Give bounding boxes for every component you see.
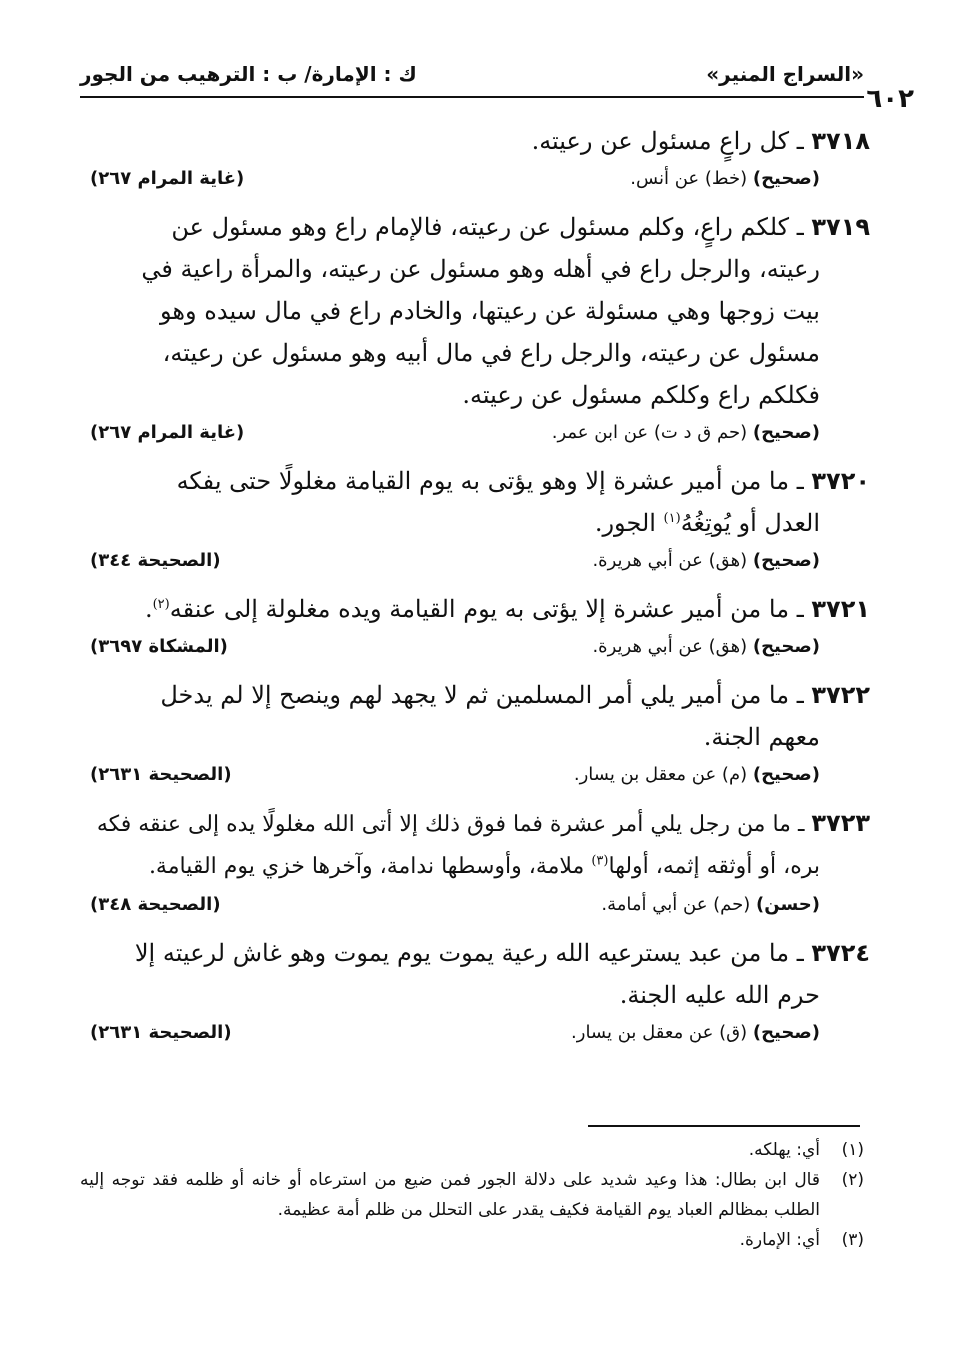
footnote-number: (٢) bbox=[841, 1170, 864, 1190]
hadith-text bbox=[80, 802, 870, 888]
hadith-text bbox=[80, 588, 870, 630]
footnote-text: أي: الإمارة. bbox=[739, 1230, 820, 1250]
footnote bbox=[80, 1165, 864, 1225]
source-line bbox=[80, 630, 870, 670]
hadith-grade: (صحيح) bbox=[752, 550, 820, 571]
hadith-grade: (صحيح) bbox=[752, 1022, 820, 1043]
hadith-text bbox=[80, 120, 870, 162]
hadith-reference: (غاية المرام ٢٦٧) bbox=[90, 422, 245, 443]
dash: ـ bbox=[796, 467, 804, 495]
hadith-text bbox=[80, 674, 870, 758]
footnote-number: (٣) bbox=[841, 1230, 864, 1250]
hadith-entry bbox=[80, 802, 870, 928]
hadith-source: (هق) عن أبي هريرة. bbox=[592, 636, 748, 657]
hadith-line: ما من أمير يلي أمر المسلمين ثم لا يجهد لهم وينصح إلا لم يدخل bbox=[160, 681, 790, 709]
hadith-line: ما من رجل يلي أمر عشرة فما فوق ذلك إلا أتى الله مغلولًا يده إلى عنقه فكه bbox=[96, 812, 791, 837]
dash: ـ bbox=[797, 812, 805, 837]
hadith-grade: (صحيح) bbox=[752, 168, 820, 189]
running-title-chapter: ك : الإمارة/ ب : الترهيب من الجور bbox=[80, 62, 417, 86]
footnote-text: قال ابن بطال: هذا وعيد شديد على دلالة الجور فمن ضيع من استرعاه أو خانه أو ظلمه فقد توجه إليه الطلب بمظالم العباد يوم القيامة فكيف يقدر على التحلل من ظلم أمة عظيمة. bbox=[80, 1170, 820, 1220]
hadith-source: (ق) عن معقل بن يسار. bbox=[571, 1022, 748, 1043]
hadith-number: ٣٧٢٠ bbox=[811, 467, 870, 495]
hadith-line: ما من أمير عشرة إلا وهو يؤتى به يوم القيامة مغلولًا حتى يفكه bbox=[176, 467, 790, 495]
hadith-number: ٣٧٢٣ bbox=[811, 809, 870, 837]
header-divider bbox=[80, 96, 864, 98]
hadith-entry bbox=[80, 932, 870, 1056]
hadith-grade: (حسن) bbox=[756, 894, 820, 915]
hadith-grade: (صحيح) bbox=[752, 636, 820, 657]
hadith-line: معهم الجنة. bbox=[703, 723, 820, 751]
hadith-source: (حم) عن أبي أمامة. bbox=[601, 894, 751, 915]
footnote-divider bbox=[588, 1125, 860, 1127]
footnote-text: أي: يهلكه. bbox=[748, 1140, 820, 1160]
footnote bbox=[80, 1225, 864, 1255]
source-line bbox=[80, 162, 870, 202]
hadith-line: ما من عبد يسترعيه الله رعية يموت يوم يموت وهو غاش لرعيته إلا bbox=[134, 939, 790, 967]
hadith-line: رعيته، والرجل راع في أهله وهو مسئول عن رعيته، والمرأة راعية في bbox=[141, 255, 820, 283]
hadith-line: بيت زوجها وهي مسئولة عن رعيتها، والخادم راع في مال سيده وهو bbox=[160, 297, 820, 325]
footnote-marker: (٢) bbox=[152, 597, 170, 612]
hadith-line: الجور. bbox=[594, 509, 664, 537]
dash: ـ bbox=[796, 939, 804, 967]
hadith-entry bbox=[80, 206, 870, 456]
footnote bbox=[80, 1135, 864, 1165]
hadith-line: كل راعٍ مسئول عن رعيته. bbox=[531, 127, 790, 155]
hadith-line: فكلكم راع وكلكم مسئول عن رعيته. bbox=[462, 381, 820, 409]
page-header bbox=[80, 62, 914, 114]
hadith-line: مسئول عن رعيته، والرجل راع في مال أبيه وهو مسئول عن رعيته، bbox=[162, 339, 820, 367]
hadith-text bbox=[80, 206, 870, 416]
hadith-line: كلكم راعٍ، وكلم مسئول عن رعيته، فالإمام راع وهو مسئول عن bbox=[171, 213, 790, 241]
hadith-line: بره، أو أوثقه إثمه، أولها bbox=[608, 854, 820, 879]
hadith-entry bbox=[80, 588, 870, 670]
dash: ـ bbox=[796, 213, 804, 241]
source-line bbox=[80, 1016, 870, 1056]
hadith-number: ٣٧١٩ bbox=[811, 213, 870, 241]
hadith-number: ٣٧٢١ bbox=[811, 595, 870, 623]
footnote-number: (١) bbox=[841, 1140, 864, 1160]
hadith-number: ٣٧٢٢ bbox=[811, 681, 870, 709]
hadith-text bbox=[80, 932, 870, 1016]
hadith-line: ما من أمير عشرة إلا يؤتى به يوم القيامة ويده مغلولة إلى عنقه bbox=[169, 595, 790, 623]
hadith-entry bbox=[80, 460, 870, 584]
hadith-grade: (صحيح) bbox=[752, 764, 820, 785]
footnotes bbox=[80, 1135, 864, 1255]
source-line bbox=[80, 544, 870, 584]
hadith-line: . bbox=[144, 595, 153, 623]
dash: ـ bbox=[796, 127, 804, 155]
hadith-reference: (الصحيحة ٣٤٤) bbox=[90, 550, 221, 571]
hadith-line: العدل أو يُوتِغُهُ bbox=[680, 509, 820, 537]
hadith-number: ٣٧٢٤ bbox=[811, 939, 870, 967]
footnote-marker: (١) bbox=[663, 511, 681, 526]
dash: ـ bbox=[796, 595, 804, 623]
hadith-reference: (الصحيحة ٣٤٨) bbox=[90, 894, 221, 915]
hadith-reference: (الصحيحة ٢٦٣١) bbox=[90, 764, 232, 785]
footnote-marker: (٣) bbox=[591, 853, 609, 869]
source-line bbox=[80, 758, 870, 798]
hadith-entry bbox=[80, 120, 870, 202]
source-line bbox=[80, 416, 870, 456]
hadith-number: ٣٧١٨ bbox=[811, 127, 870, 155]
hadith-line: ملامة، وأوسطها ندامة، وآخرها خزي يوم القيامة. bbox=[148, 854, 592, 879]
hadith-text bbox=[80, 460, 870, 544]
hadith-source: (م) عن معقل بن يسار. bbox=[573, 764, 748, 785]
hadith-source: (هق) عن أبي هريرة. bbox=[592, 550, 748, 571]
hadith-grade: (صحيح) bbox=[752, 422, 820, 443]
hadith-source: (خط) عن أنس. bbox=[630, 168, 748, 189]
hadith-entry bbox=[80, 674, 870, 798]
hadith-reference: (المشكاة ٣٦٩٧) bbox=[90, 636, 228, 657]
hadith-list bbox=[80, 120, 870, 1060]
hadith-line: حرم الله عليه الجنة. bbox=[619, 981, 820, 1009]
hadith-reference: (الصحيحة ٢٦٣١) bbox=[90, 1022, 232, 1043]
hadith-source: (حم ق د ت) عن ابن عمر. bbox=[551, 422, 748, 443]
hadith-reference: (غاية المرام ٢٦٧) bbox=[90, 168, 245, 189]
running-title-book: «السراج المنير» bbox=[706, 62, 864, 86]
page-number: ٦٠٢ bbox=[866, 84, 914, 114]
source-line bbox=[80, 888, 870, 928]
dash: ـ bbox=[796, 681, 804, 709]
